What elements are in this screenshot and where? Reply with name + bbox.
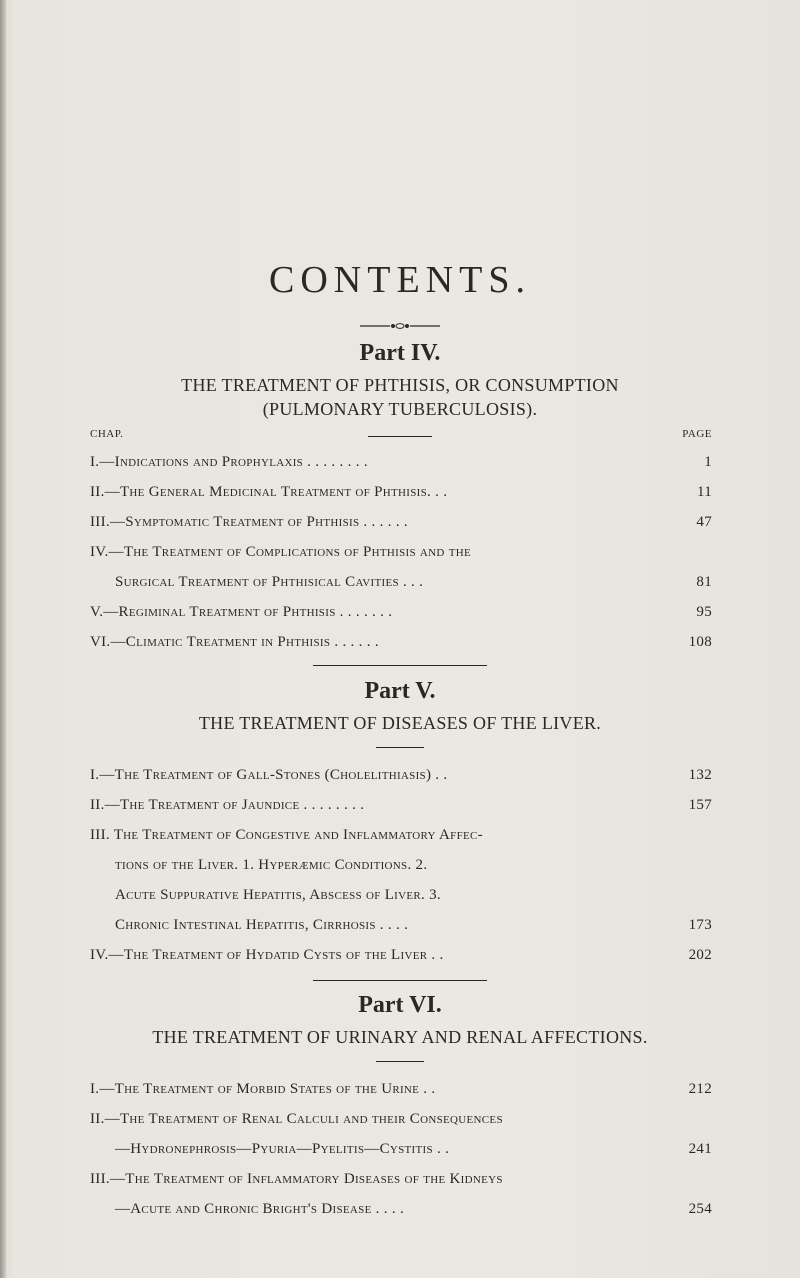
part-vi-heading: Part VI. bbox=[358, 992, 442, 1018]
toc-entry-text: Surgical Treatment of Phthisical Cavities . . . bbox=[115, 574, 424, 590]
toc-page-number: 132 bbox=[688, 767, 712, 783]
part-iv-title-line2: (PULMONARY TUBERCULOSIS). bbox=[262, 399, 538, 419]
toc-entry-text: I.—The Treatment of Morbid States of the Urine . . bbox=[90, 1081, 436, 1097]
toc-page-number: 212 bbox=[688, 1081, 712, 1097]
toc-entry bbox=[90, 1074, 712, 1104]
toc-entry-text: II.—The Treatment of Renal Calculi and their Consequences bbox=[90, 1111, 503, 1127]
toc-entry-text: V.—Regiminal Treatment of Phthisis . . . . . . . bbox=[90, 604, 393, 620]
toc-page-number: 1 bbox=[704, 454, 712, 470]
toc-entry-text: III.—Symptomatic Treatment of Phthisis . . . . . . bbox=[90, 514, 408, 530]
section-rule bbox=[313, 980, 487, 981]
toc-page-number: 157 bbox=[688, 797, 712, 813]
toc-page-number: 241 bbox=[688, 1141, 712, 1157]
ornament-divider bbox=[360, 323, 440, 329]
toc-entry-text: —Hydronephrosis—Pyuria—Pyelitis—Cystitis . . bbox=[115, 1141, 450, 1157]
toc-page-number: 108 bbox=[688, 634, 712, 650]
toc-entry bbox=[90, 760, 712, 790]
toc-entry-continuation bbox=[115, 567, 712, 597]
short-rule bbox=[376, 747, 424, 748]
toc-entry-text: —Acute and Chronic Bright's Disease . . . . bbox=[115, 1201, 405, 1217]
section-rule bbox=[313, 665, 487, 666]
toc-page-number: 47 bbox=[696, 514, 712, 530]
toc-entry-text: III. The Treatment of Congestive and Inflammatory Affec- bbox=[90, 827, 483, 843]
toc-entry-text: III.—The Treatment of Inflammatory Diseases of the Kidneys bbox=[90, 1171, 503, 1187]
toc-entry-continuation bbox=[115, 1194, 712, 1224]
toc-entry-text: tions of the Liver. 1. Hyperæmic Conditions. 2. bbox=[115, 857, 428, 873]
toc-entry bbox=[90, 597, 712, 627]
toc-entry bbox=[90, 477, 712, 507]
part-iv-title-line1: THE TREATMENT OF PHTHISIS, OR CONSUMPTION bbox=[181, 375, 619, 395]
toc-entry bbox=[90, 507, 712, 537]
toc-entry bbox=[90, 447, 712, 477]
page-gutter bbox=[0, 0, 6, 1278]
toc-entry bbox=[90, 940, 712, 970]
toc-entry bbox=[90, 1164, 712, 1194]
toc-entry-text: IV.—The Treatment of Complications of Phthisis and the bbox=[90, 544, 472, 560]
page-column-label: PAGE bbox=[682, 428, 712, 440]
part-iv-heading: Part IV. bbox=[359, 340, 441, 366]
toc-entry-text: IV.—The Treatment of Hydatid Cysts of the Liver . . bbox=[90, 947, 444, 963]
toc-entry-continuation bbox=[115, 1134, 712, 1164]
toc-entry bbox=[90, 627, 712, 657]
toc-entry bbox=[90, 1104, 712, 1134]
toc-entry-text: I.—The Treatment of Gall-Stones (Cholelithiasis) . . bbox=[90, 767, 448, 783]
short-rule bbox=[376, 1061, 424, 1062]
toc-page-number: 81 bbox=[696, 574, 712, 590]
part-v-title: THE TREATMENT OF DISEASES OF THE LIVER. bbox=[198, 713, 602, 733]
toc-entry-text: II.—The Treatment of Jaundice . . . . . . . . bbox=[90, 797, 365, 813]
toc-entry-text: I.—Indications and Prophylaxis . . . . . . . . bbox=[90, 454, 368, 470]
toc-page-number: 95 bbox=[696, 604, 712, 620]
toc-entry-continuation bbox=[115, 850, 712, 880]
toc-entry-text: Chronic Intestinal Hepatitis, Cirrhosis . . . . bbox=[115, 917, 409, 933]
contents-heading: CONTENTS. bbox=[269, 259, 531, 301]
part-vi-title: THE TREATMENT OF URINARY AND RENAL AFFECTIONS. bbox=[152, 1027, 648, 1047]
toc-entry-text: Acute Suppurative Hepatitis, Abscess of Liver. 3. bbox=[115, 887, 441, 903]
header-rule bbox=[368, 436, 432, 437]
toc-entry bbox=[90, 790, 712, 820]
toc-page-number: 254 bbox=[688, 1201, 712, 1217]
toc-entry-continuation bbox=[115, 880, 712, 910]
toc-page-number: 202 bbox=[688, 947, 712, 963]
toc-entry bbox=[90, 537, 712, 567]
toc-entry bbox=[90, 820, 712, 850]
toc-entry-continuation bbox=[115, 910, 712, 940]
toc-entry-text: II.—The General Medicinal Treatment of Phthisis. . . bbox=[90, 484, 448, 500]
toc-entry-text: VI.—Climatic Treatment in Phthisis . . . . . . bbox=[90, 634, 379, 650]
chap-column-label: CHAP. bbox=[90, 428, 124, 440]
toc-page-number: 11 bbox=[696, 484, 712, 500]
part-v-heading: Part V. bbox=[364, 678, 436, 704]
toc-page-number: 173 bbox=[688, 917, 712, 933]
